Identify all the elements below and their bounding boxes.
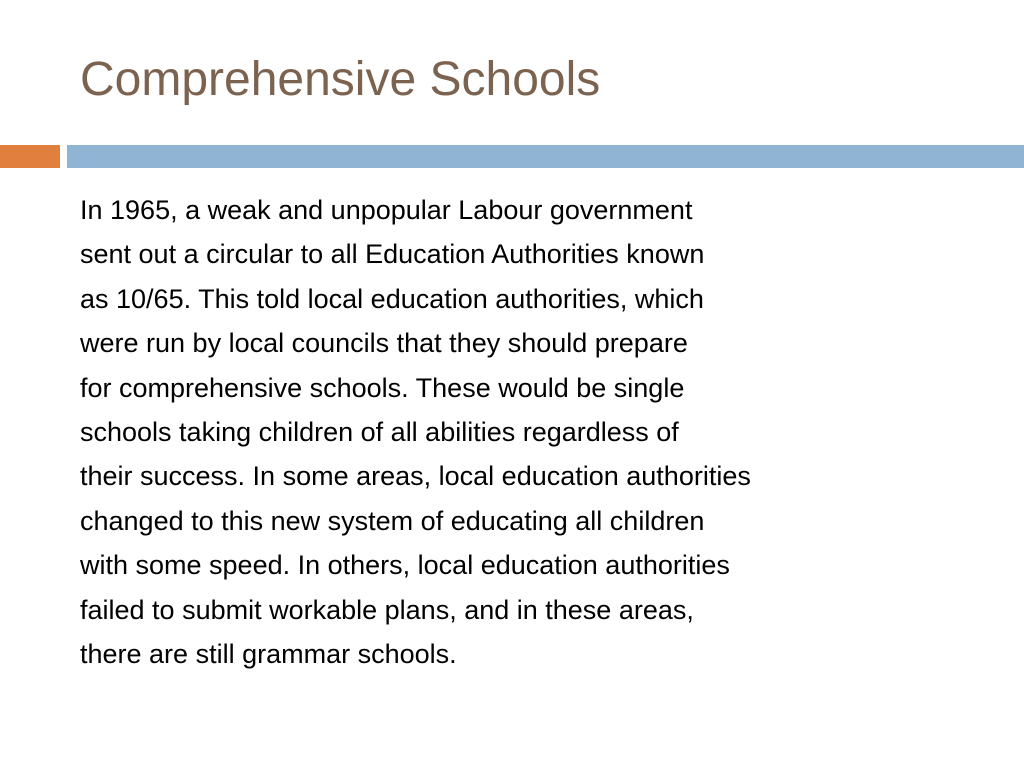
orange-accent-bar — [0, 145, 60, 168]
body-line: there are still grammar schools. — [80, 639, 457, 670]
body-line: were run by local councils that they should prepare — [80, 328, 688, 359]
body-line: schools taking children of all abilities regardless of — [80, 417, 679, 448]
body-line: changed to this new system of educating all children — [80, 505, 705, 536]
body-line: as 10/65. This told local education authorities, which — [80, 283, 704, 314]
body-line: sent out a circular to all Education Authorities known — [80, 239, 705, 270]
body-paragraph — [80, 188, 980, 676]
body-line: for comprehensive schools. These would be single — [80, 372, 685, 403]
body-line: failed to submit workable plans, and in these areas, — [80, 594, 694, 625]
slide-title: Comprehensive Schools — [80, 53, 601, 106]
body-line: with some speed. In others, local education authorities — [80, 550, 730, 581]
body-line: In 1965, a weak and unpopular Labour government — [80, 195, 693, 225]
body-line: their success. In some areas, local education authorities — [80, 461, 751, 492]
blue-rule-bar — [67, 145, 1024, 168]
